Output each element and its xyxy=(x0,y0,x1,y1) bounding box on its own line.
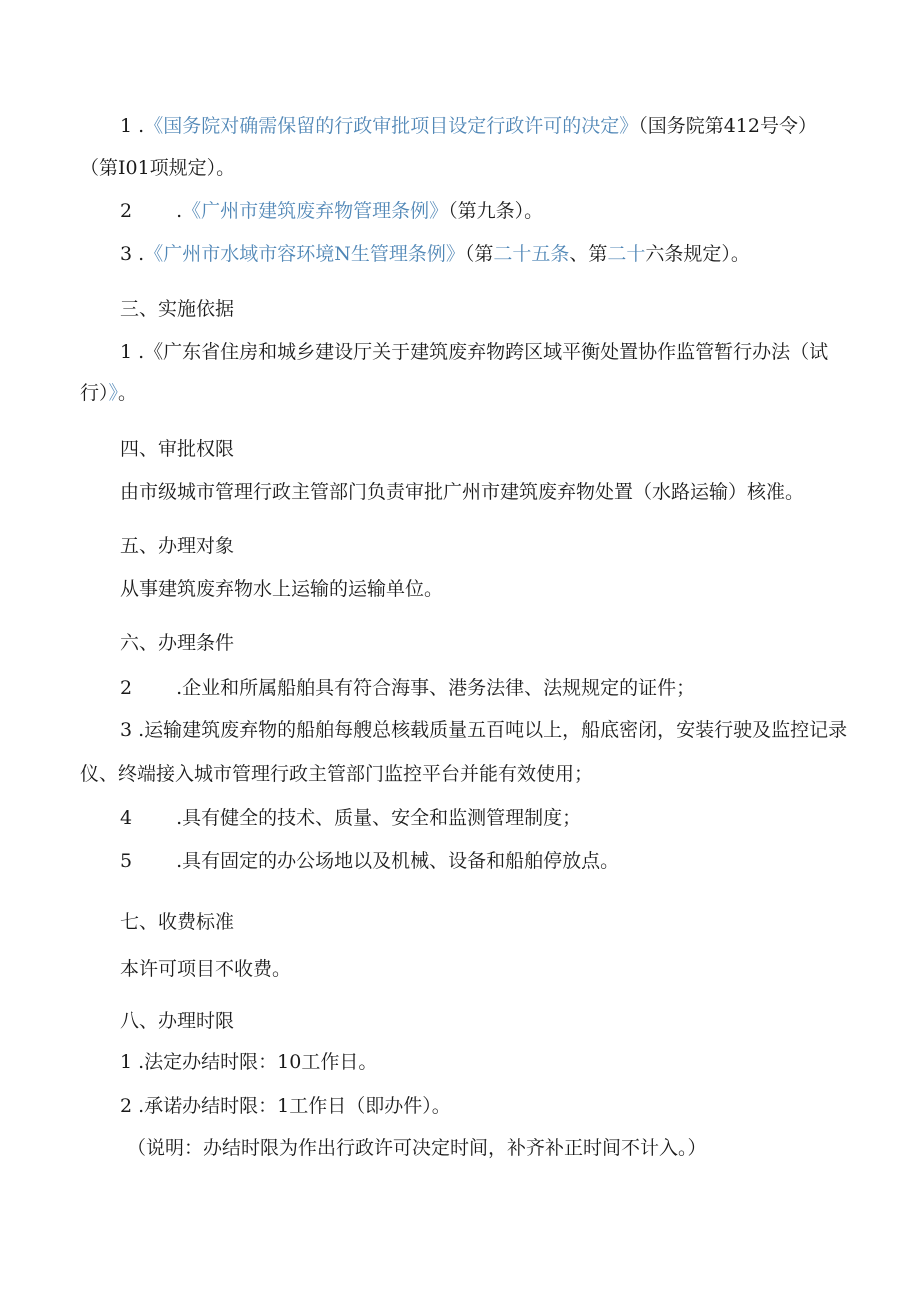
basis-item-3-open: （第 xyxy=(464,243,494,265)
basis-item-3-mid: 、第 xyxy=(569,243,608,265)
basis-item-2-title: 《广州市建筑废弃物管理条例》 xyxy=(182,200,449,222)
section-3-item-1-line-2-a: 行） xyxy=(80,382,109,404)
basis-item-2-separator: . xyxy=(176,200,183,222)
basis-item-3-tail: 六条规定）。 xyxy=(645,243,750,265)
condition-5-number: 5 xyxy=(120,850,133,872)
basis-item-1-continuation: （第I01项规定）。 xyxy=(80,157,236,179)
condition-3-line-1: 3 .运输建筑废弃物的船舶每艘总核载质量五百吨以上，船底密闭，安装行驶及监控记录 xyxy=(120,719,848,741)
section-7-text: 本许可项目不收费。 xyxy=(120,958,292,980)
section-5-text: 从事建筑废弃物水上运输的运输单位。 xyxy=(120,578,444,600)
section-6-heading: 六、办理条件 xyxy=(120,632,235,654)
section-8-heading: 八、办理时限 xyxy=(120,1010,235,1032)
basis-item-3-title: 《广州市水域市容环境N生管理条例》 xyxy=(144,243,465,265)
condition-2 xyxy=(120,676,695,700)
basis-item-3-separator: . xyxy=(132,243,145,265)
section-4-heading: 四、审批权限 xyxy=(120,438,235,460)
basis-item-1-separator: . xyxy=(132,115,145,137)
basis-item-3 xyxy=(120,242,750,266)
condition-2-number: 2 xyxy=(120,677,133,699)
basis-item-3-article-a: 二十五条 xyxy=(493,243,570,265)
condition-2-text: .企业和所属船舶具有符合海事、港务法律、法规规定的证件； xyxy=(176,677,696,699)
condition-3-line-2: 仪、终端接入城市管理行政主管部门监控平台并能有效使用； xyxy=(80,763,594,785)
time-limit-2: 2 .承诺办结时限：1工作日（即办件）。 xyxy=(120,1095,451,1117)
basis-item-2-number: 2 xyxy=(120,200,133,222)
condition-5-text: .具有固定的办公场地以及机械、设备和船舶停放点。 xyxy=(176,850,620,872)
section-7-heading: 七、收费标准 xyxy=(120,911,235,933)
basis-item-1-number: 1 xyxy=(120,115,133,137)
section-3-item-1-line-2-b: 》 xyxy=(108,382,119,404)
basis-item-2 xyxy=(120,199,543,223)
section-3-item-1-line-1: 1 .《广东省住房和城乡建设厅关于建筑废弃物跨区域平衡处置协作监管暂行办法（试 xyxy=(120,341,829,363)
section-4-text: 由市级城市管理行政主管部门负责审批广州市建筑废弃物处置（水路运输）核准。 xyxy=(120,481,805,503)
condition-5 xyxy=(120,849,619,873)
section-3-item-1-line-2 xyxy=(80,381,137,405)
basis-item-1-title: 《国务院对确需保留的行政审批项目设定行政许可的决定》 xyxy=(144,115,639,137)
section-3-item-1-line-2-c: 。 xyxy=(118,382,138,404)
section-5-heading: 五、办理对象 xyxy=(120,535,235,557)
section-3-heading: 三、实施依据 xyxy=(120,298,235,320)
basis-item-1 xyxy=(120,114,817,138)
condition-4-number: 4 xyxy=(120,807,133,829)
condition-4 xyxy=(120,806,581,830)
basis-item-2-suffix: （第九条）。 xyxy=(448,200,544,222)
basis-item-1-suffix: （国务院第412号令） xyxy=(638,115,817,137)
basis-item-3-article-b: 二十 xyxy=(607,243,646,265)
time-limit-note: （说明：办结时限为作出行政许可决定时间，补齐补正时间不计入。） xyxy=(127,1137,707,1159)
time-limit-1: 1 .法定办结时限：10工作日。 xyxy=(120,1051,378,1073)
condition-4-text: .具有健全的技术、质量、安全和监测管理制度； xyxy=(176,807,582,829)
basis-item-3-number: 3 xyxy=(120,243,133,265)
